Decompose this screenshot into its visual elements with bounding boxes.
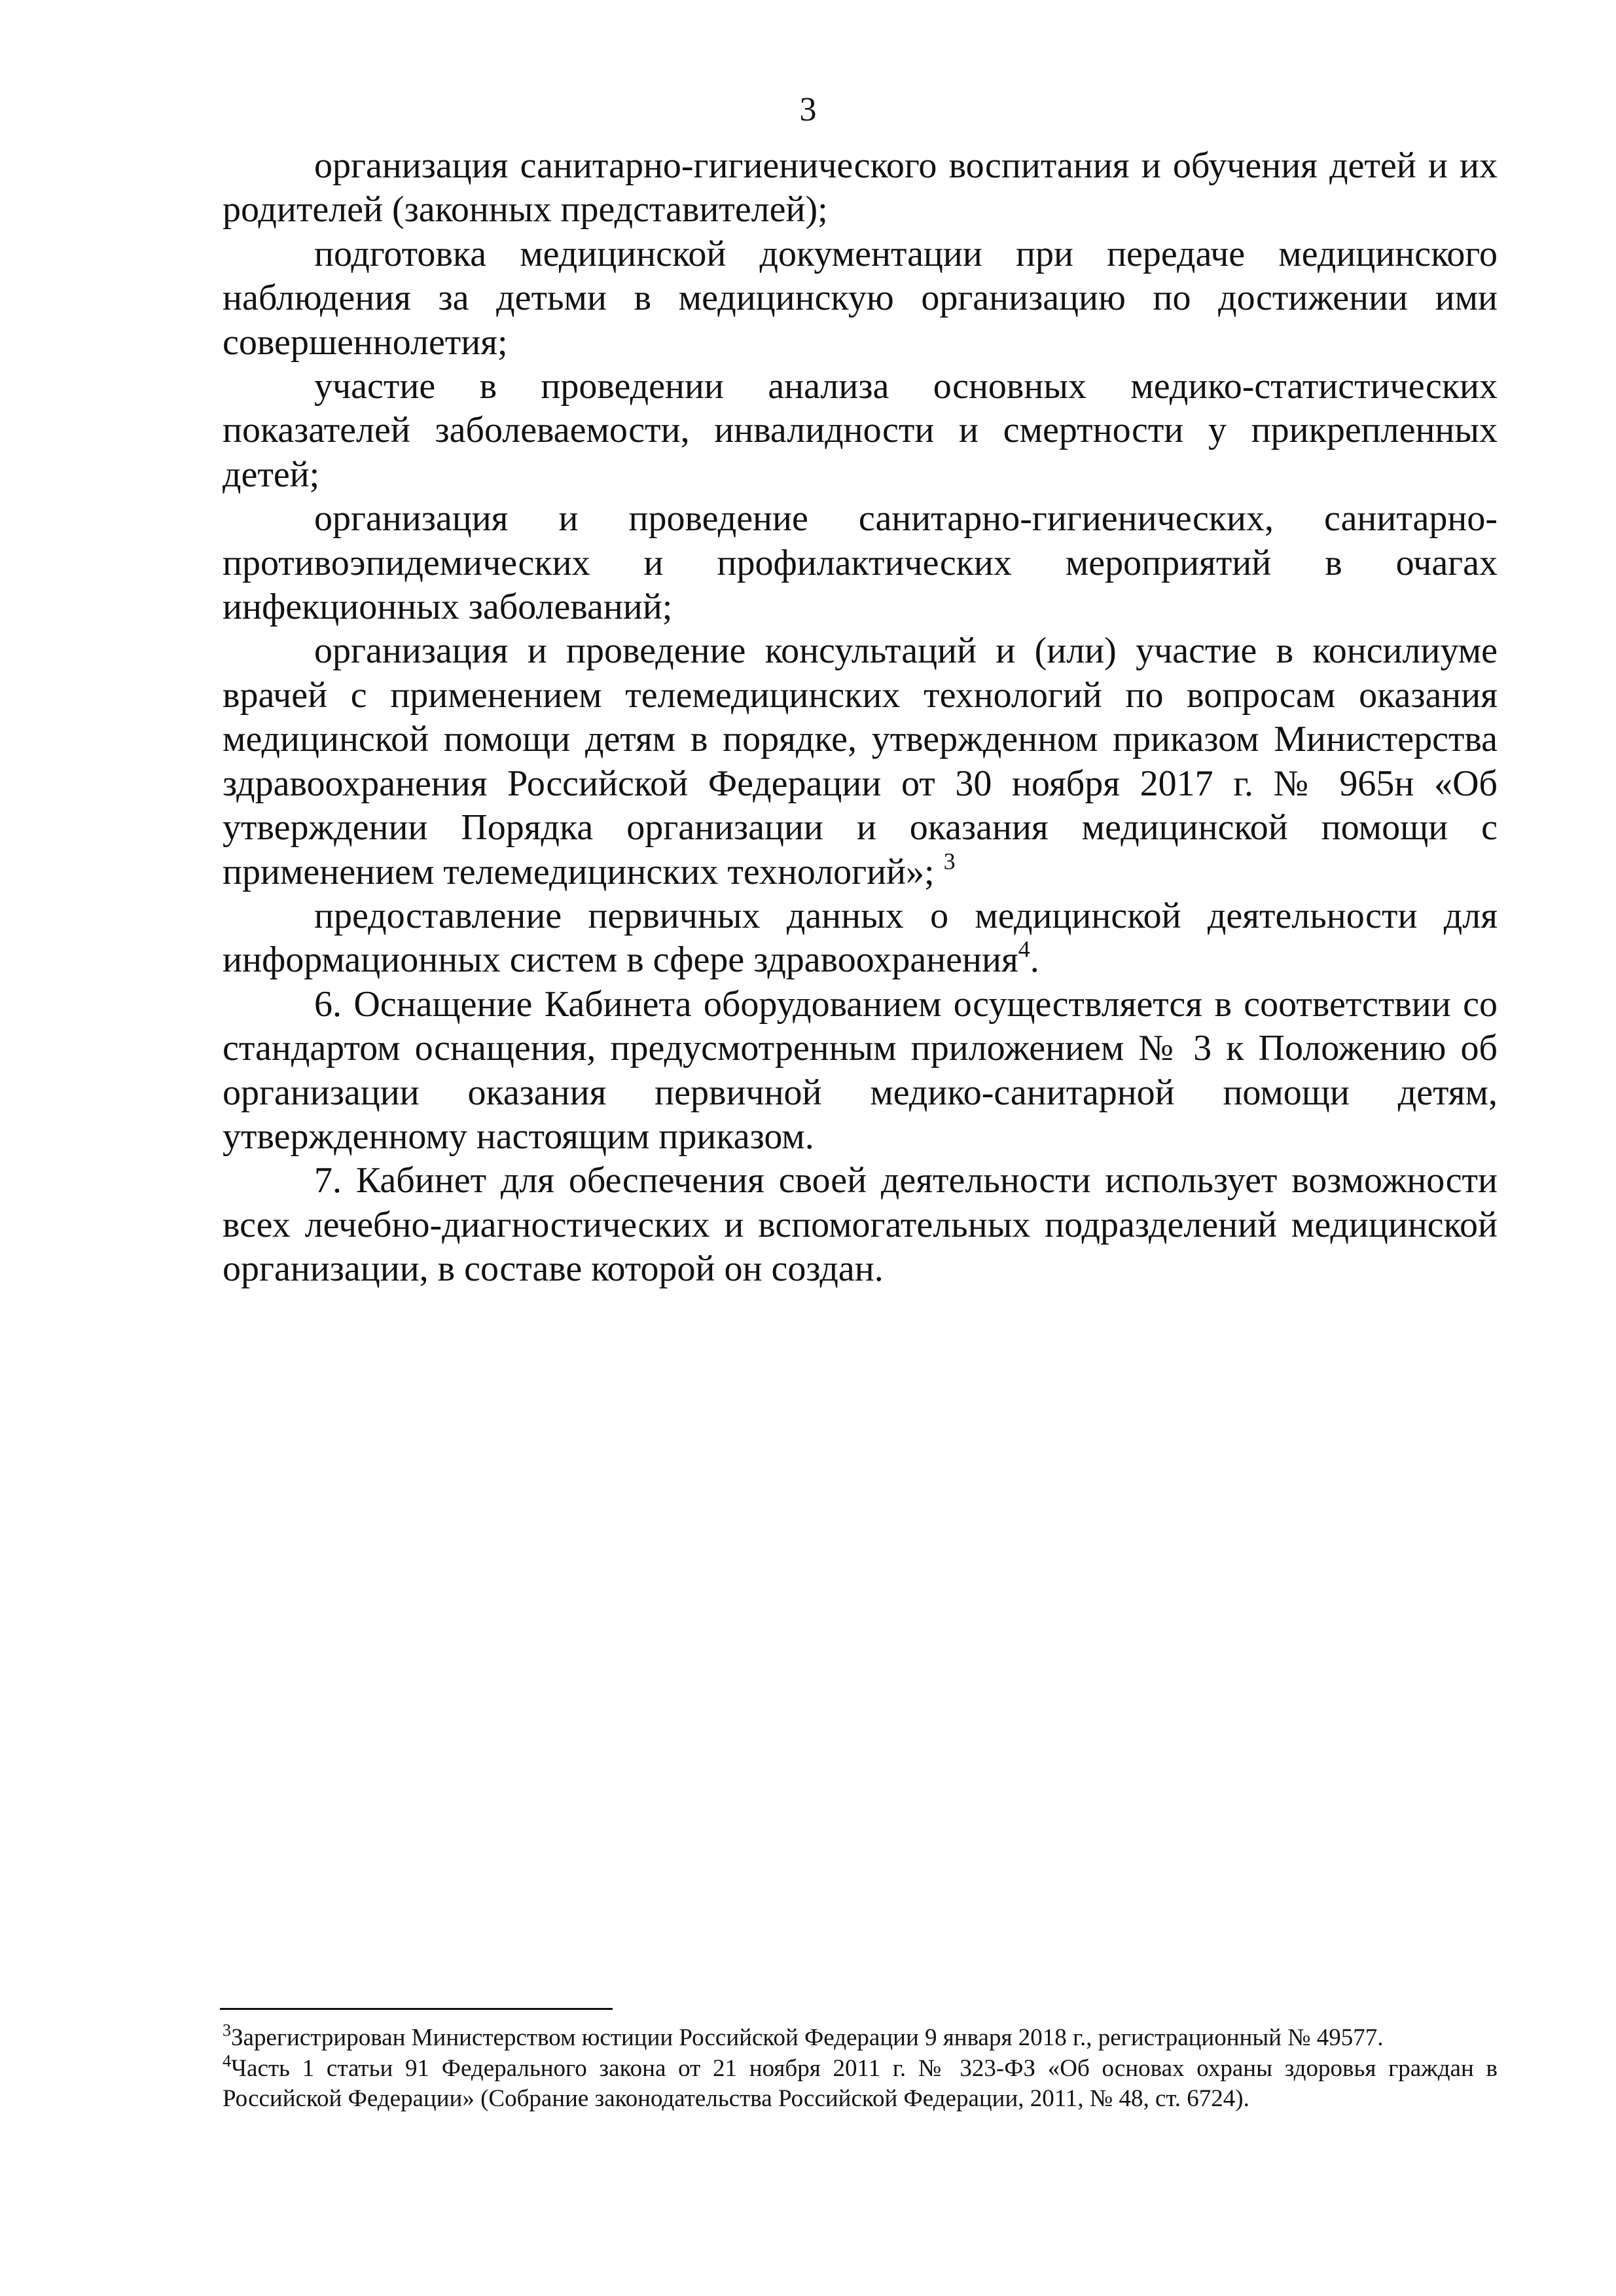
footnote-4 — [223, 2051, 1498, 2115]
footnote-marker: 4 — [223, 2051, 231, 2071]
paragraph-documentation — [223, 232, 1498, 365]
footnote-ref-3[interactable]: 3 — [943, 848, 956, 875]
footnote-text: Зарегистрирован Министерством юстиции Российской Федерации 9 января 2018 г., регистрационный № 49577. — [231, 2024, 1384, 2051]
paragraph-tail: . — [1030, 939, 1039, 981]
paragraph-statistics-analysis — [223, 365, 1498, 497]
paragraph-text: организация и проведение консультаций и (или) участие в консилиуме врачей с применением телемедицинских технологий по вопросам оказания медицинской помощи детям в порядке, утвержденном приказом Министерства здравоохранения Российской Федерации от 30 ноября 2017 г. № 965н «Об утверждении Порядка организации и оказания медицинской помощи с применением телемедицинских технологий»; — [223, 630, 1498, 892]
paragraph-text: предоставление первичных данных о медицинской деятельности для информационных систем в сфере здравоохранения — [223, 895, 1498, 981]
paragraph-primary-data — [223, 894, 1498, 983]
footnote-separator — [220, 2008, 613, 2010]
page-number: 3 — [799, 91, 817, 128]
paragraph-sanitary-education — [223, 144, 1498, 232]
paragraph-item-6-equipment — [223, 983, 1498, 1159]
paragraph-text: 7. Кабинет для обеспечения своей деятельности использует возможности всех лечебно-диагностических и вспомогательных подразделений медицинской организации, в составе которой он создан. — [223, 1160, 1498, 1290]
paragraph-text: организация и проведение санитарно-гигиенических, санитарно-противоэпидемических и профилактических мероприятий в очагах инфекционных заболеваний; — [223, 498, 1498, 628]
paragraph-text: участие в проведении анализа основных медико-статистических показателей заболеваемости, инвалидности и смертности у прикрепленных детей; — [223, 366, 1498, 495]
footnote-ref-4[interactable]: 4 — [1018, 936, 1030, 962]
paragraph-text: 6. Оснащение Кабинета оборудованием осуществляется в соответствии со стандартом оснащения, предусмотренным приложением № 3 к Положению об организации оказания первичной медико-санитарной помощи детям, утвержденному настоящим приказом. — [223, 983, 1498, 1157]
footnote-text: Часть 1 статьи 91 Федерального закона от 21 ноября 2011 г. № 323-ФЗ «Об основах охраны здоровья граждан в Российской Федерации» (Собрание законодательства Российской Федерации, 2011, № 48, ст. 6724). — [223, 2054, 1498, 2112]
paragraph-item-7-capabilities — [223, 1159, 1498, 1291]
document-body — [223, 144, 1498, 1292]
footnotes — [223, 2020, 1498, 2115]
paragraph-epidemic-measures — [223, 497, 1498, 629]
paragraph-text: подготовка медицинской документации при передаче медицинского наблюдения за детьми в медицинскую организацию по достижении ими совершеннолетия; — [223, 233, 1498, 363]
footnote-3 — [223, 2020, 1498, 2054]
paragraph-text: организация санитарно-гигиенического воспитания и обучения детей и их родителей (законных представителей); — [223, 145, 1498, 230]
footnote-marker: 3 — [223, 2020, 231, 2040]
paragraph-telemedicine — [223, 629, 1498, 894]
